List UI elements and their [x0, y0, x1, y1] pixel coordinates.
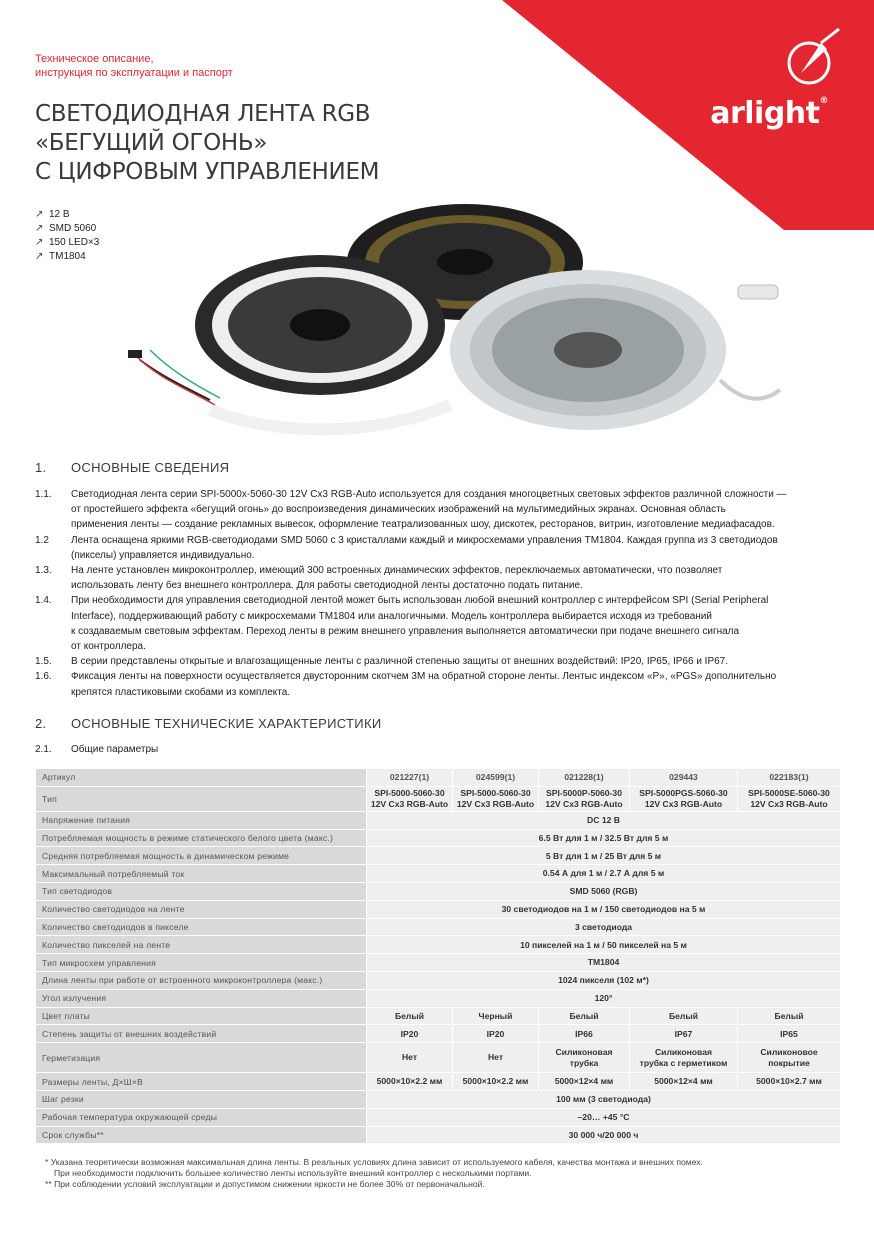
table-row — [36, 1043, 841, 1073]
table-row — [36, 1090, 841, 1108]
arrow-icon: ↗ — [35, 223, 44, 234]
row-value: 5000×12×4 мм — [539, 1073, 630, 1091]
row-value: SPI-5000PGS-5060-30 12V Cx3 RGB-Auto — [630, 786, 738, 811]
table-row — [36, 811, 841, 829]
table-row — [36, 865, 841, 883]
row-value: IP20 — [367, 1025, 453, 1043]
row-value: 1024 пикселя (102 м*) — [367, 971, 841, 989]
section-heading: 1. ОСНОВНЫЕ СВЕДЕНИЯ — [35, 460, 230, 475]
led-strip-reels-photo — [120, 200, 820, 448]
table-row — [36, 1007, 841, 1025]
specifications-table — [35, 768, 841, 1144]
table-row — [36, 989, 841, 1007]
table-row — [36, 971, 841, 989]
row-value: SPI-5000-5060-30 12V Cx3 RGB-Auto — [453, 786, 539, 811]
row-label: Рабочая температура окружающей среды — [36, 1108, 367, 1126]
table-row — [36, 769, 841, 787]
row-value: 5000×10×2.2 мм — [367, 1073, 453, 1091]
row-label: Цвет платы — [36, 1007, 367, 1025]
table-row — [36, 786, 841, 811]
paragraph: 1.4. При необходимости для управления светодиодной лентой может быть использован любой внешний контроллер с интерфейсом SPI (Serial Peripheral Interface), поддерживающий работу с микросхемами TM1804 или аналогичными. Модель контроллера выбирается исходя из требований к создаваемым световым эффектам. Переход ленты в режим внешнего управления выполняется автоматически при подаче внешнего сигнала от контроллера. — [35, 595, 769, 653]
row-value: TM1804 — [367, 954, 841, 972]
row-value: 100 мм (3 светодиода) — [367, 1090, 841, 1108]
row-label: Шаг резки — [36, 1090, 367, 1108]
row-value: 5 Вт для 1 м / 25 Вт для 5 м — [367, 847, 841, 865]
table-row — [36, 829, 841, 847]
spec-item: ↗ SMD 5060 — [35, 223, 97, 234]
row-value: 022183(1) — [738, 769, 841, 787]
row-label: Угол излучения — [36, 989, 367, 1007]
table-row — [36, 882, 841, 900]
row-label: Максимальный потребляемый ток — [36, 865, 367, 883]
spec-item: ↗ TM1804 — [35, 251, 86, 262]
table-row — [36, 1073, 841, 1091]
row-value: 10 пикселей на 1 м / 50 пикселей на 5 м — [367, 936, 841, 954]
row-value: SMD 5060 (RGB) — [367, 882, 841, 900]
row-label: Потребляемая мощность в режиме статического белого цвета (макс.) — [36, 829, 367, 847]
brand-logo: arlight® — [710, 96, 828, 131]
row-value: 5000×12×4 мм — [630, 1073, 738, 1091]
table-row — [36, 936, 841, 954]
subsection-heading: 2.1. Общие параметры — [35, 744, 159, 755]
table-row — [36, 1108, 841, 1126]
row-label: Артикул — [36, 769, 367, 787]
key-specs-list — [35, 208, 99, 264]
table-row — [36, 918, 841, 936]
row-label: Средняя потребляемая мощность в динамическом режиме — [36, 847, 367, 865]
row-label: Напряжение питания — [36, 811, 367, 829]
row-label: Тип микросхем управления — [36, 954, 367, 972]
row-value: 30 светодиодов на 1 м / 150 светодиодов на 5 м — [367, 900, 841, 918]
row-value: Нет — [367, 1043, 453, 1073]
spec-item: ↗ 150 LED×3 — [35, 237, 100, 248]
row-value: Силиконовая трубка — [539, 1043, 630, 1073]
footnotes — [45, 1157, 825, 1190]
row-value: 120° — [367, 989, 841, 1007]
table-row — [36, 1126, 841, 1144]
table-row — [36, 900, 841, 918]
page-title: СВЕТОДИОДНАЯ ЛЕНТА RGB «БЕГУЩИЙ ОГОНЬ» С ЦИФРОВЫМ УПРАВЛЕНИЕМ — [35, 101, 380, 185]
row-label: Герметизация — [36, 1043, 367, 1073]
arrow-icon: ↗ — [35, 237, 44, 248]
paragraph: 1.3. На ленте установлен микроконтроллер, имеющий 300 встроенных динамических эффектов, переключаемых автоматически, что позволяет использовать ленту без внешнего контроллера. Для работы светодиодной ленты достаточно подать питание. — [35, 565, 723, 592]
row-value: SPI-5000SE-5060-30 12V Cx3 RGB-Auto — [738, 786, 841, 811]
table-row — [36, 954, 841, 972]
row-value: –20… +45 °C — [367, 1108, 841, 1126]
arrow-icon: ↗ — [35, 209, 44, 220]
row-label: Длина ленты при работе от встроенного микроконтроллера (макс.) — [36, 971, 367, 989]
row-value: 5000×10×2.7 мм — [738, 1073, 841, 1091]
row-label: Размеры ленты, Д×Ш×В — [36, 1073, 367, 1091]
row-value: 0.54 А для 1 м / 2.7 А для 5 м — [367, 865, 841, 883]
row-label: Срок службы** — [36, 1126, 367, 1144]
paragraph: 1.6. Фиксация ленты на поверхности осуществляется двусторонним скотчем 3M на обратной стороне ленты. Лентыс индексом «P», «PGS» дополнительно крепятся пластиковыми скобами из комплекта. — [35, 671, 777, 698]
row-value: 024599(1) — [453, 769, 539, 787]
row-value: IP20 — [453, 1025, 539, 1043]
arrow-icon: ↗ — [35, 251, 44, 262]
row-value: DC 12 В — [367, 811, 841, 829]
table-row — [36, 1025, 841, 1043]
row-value: SPI-5000-5060-30 12V Cx3 RGB-Auto — [367, 786, 453, 811]
row-value: 3 светодиода — [367, 918, 841, 936]
row-value: 5000×10×2.2 мм — [453, 1073, 539, 1091]
paragraph: 1.5. В серии представлены открытые и влагозащищенные ленты с различной степенью защиты от внешних воздействий: IP20, IP65, IP66 и IP67. — [35, 656, 729, 668]
row-label: Количество светодиодов на ленте — [36, 900, 367, 918]
row-value: IP66 — [539, 1025, 630, 1043]
spec-item: ↗ 12 В — [35, 209, 70, 220]
row-value: 021227(1) — [367, 769, 453, 787]
row-label: Тип — [36, 786, 367, 811]
section-heading: 2. ОСНОВНЫЕ ТЕХНИЧЕСКИЕ ХАРАКТЕРИСТИКИ — [35, 716, 382, 731]
paragraph: 1.1. Светодиодная лента серии SPI-5000x-5060-30 12V Cx3 RGB-Auto используется для создания многоцветных световых эффектов различной сложности — от простейшего эффекта «бегущий огонь» до воспроизведения динамических изображений на мультимедийных экранах. Основная область применения ленты — создание рекламных вывесок, оформление театрализованных шоу, дискотек, ресторанов, витрин, изготовление медиафасадов. — [35, 489, 787, 531]
row-label: Степень защиты от внешних воздействий — [36, 1025, 367, 1043]
row-value: 021228(1) — [539, 769, 630, 787]
footnote: При необходимости подключить большее количество ленты используйте внешний контроллер с несколькими портами. — [54, 1168, 532, 1178]
row-value: Белый — [367, 1007, 453, 1025]
document-kind: Техническое описание, инструкция по эксплуатации и паспорт — [35, 53, 233, 79]
paragraph: 1.2 Лента оснащена яркими RGB-светодиодами SMD 5060 с 3 кристаллами каждый и микросхемами управления TM1804. Каждая группа из 3 светодиодов (пикселы) управляется индивидуально. — [35, 534, 778, 561]
row-value: 029443 — [630, 769, 738, 787]
row-value: Нет — [453, 1043, 539, 1073]
row-label: Тип светодиодов — [36, 882, 367, 900]
row-value: 6.5 Вт для 1 м / 32.5 Вт для 5 м — [367, 829, 841, 847]
footnote: * Указана теоретически возможная максимальная длина ленты. В реальных условиях длина зависит от используемого кабеля, качества монтажа и внешних помех. — [45, 1157, 703, 1167]
row-value: Черный — [453, 1007, 539, 1025]
description-paragraphs — [35, 487, 835, 700]
row-value: IP65 — [738, 1025, 841, 1043]
row-value: IP67 — [630, 1025, 738, 1043]
footnote: ** При соблюдении условий эксплуатации и допустимом снижении яркости не более 30% от первоначальной. — [45, 1179, 485, 1189]
row-value: Силиконовая трубка с герметиком — [630, 1043, 738, 1073]
row-value: 30 000 ч/20 000 ч — [367, 1126, 841, 1144]
row-value: SPI-5000P-5060-30 12V Cx3 RGB-Auto — [539, 786, 630, 811]
row-label: Количество пикселей на ленте — [36, 936, 367, 954]
row-value: Белый — [738, 1007, 841, 1025]
row-value: Белый — [630, 1007, 738, 1025]
row-label: Количество светодиодов в пикселе — [36, 918, 367, 936]
row-value: Белый — [539, 1007, 630, 1025]
table-row — [36, 847, 841, 865]
row-value: Силиконовое покрытие — [738, 1043, 841, 1073]
